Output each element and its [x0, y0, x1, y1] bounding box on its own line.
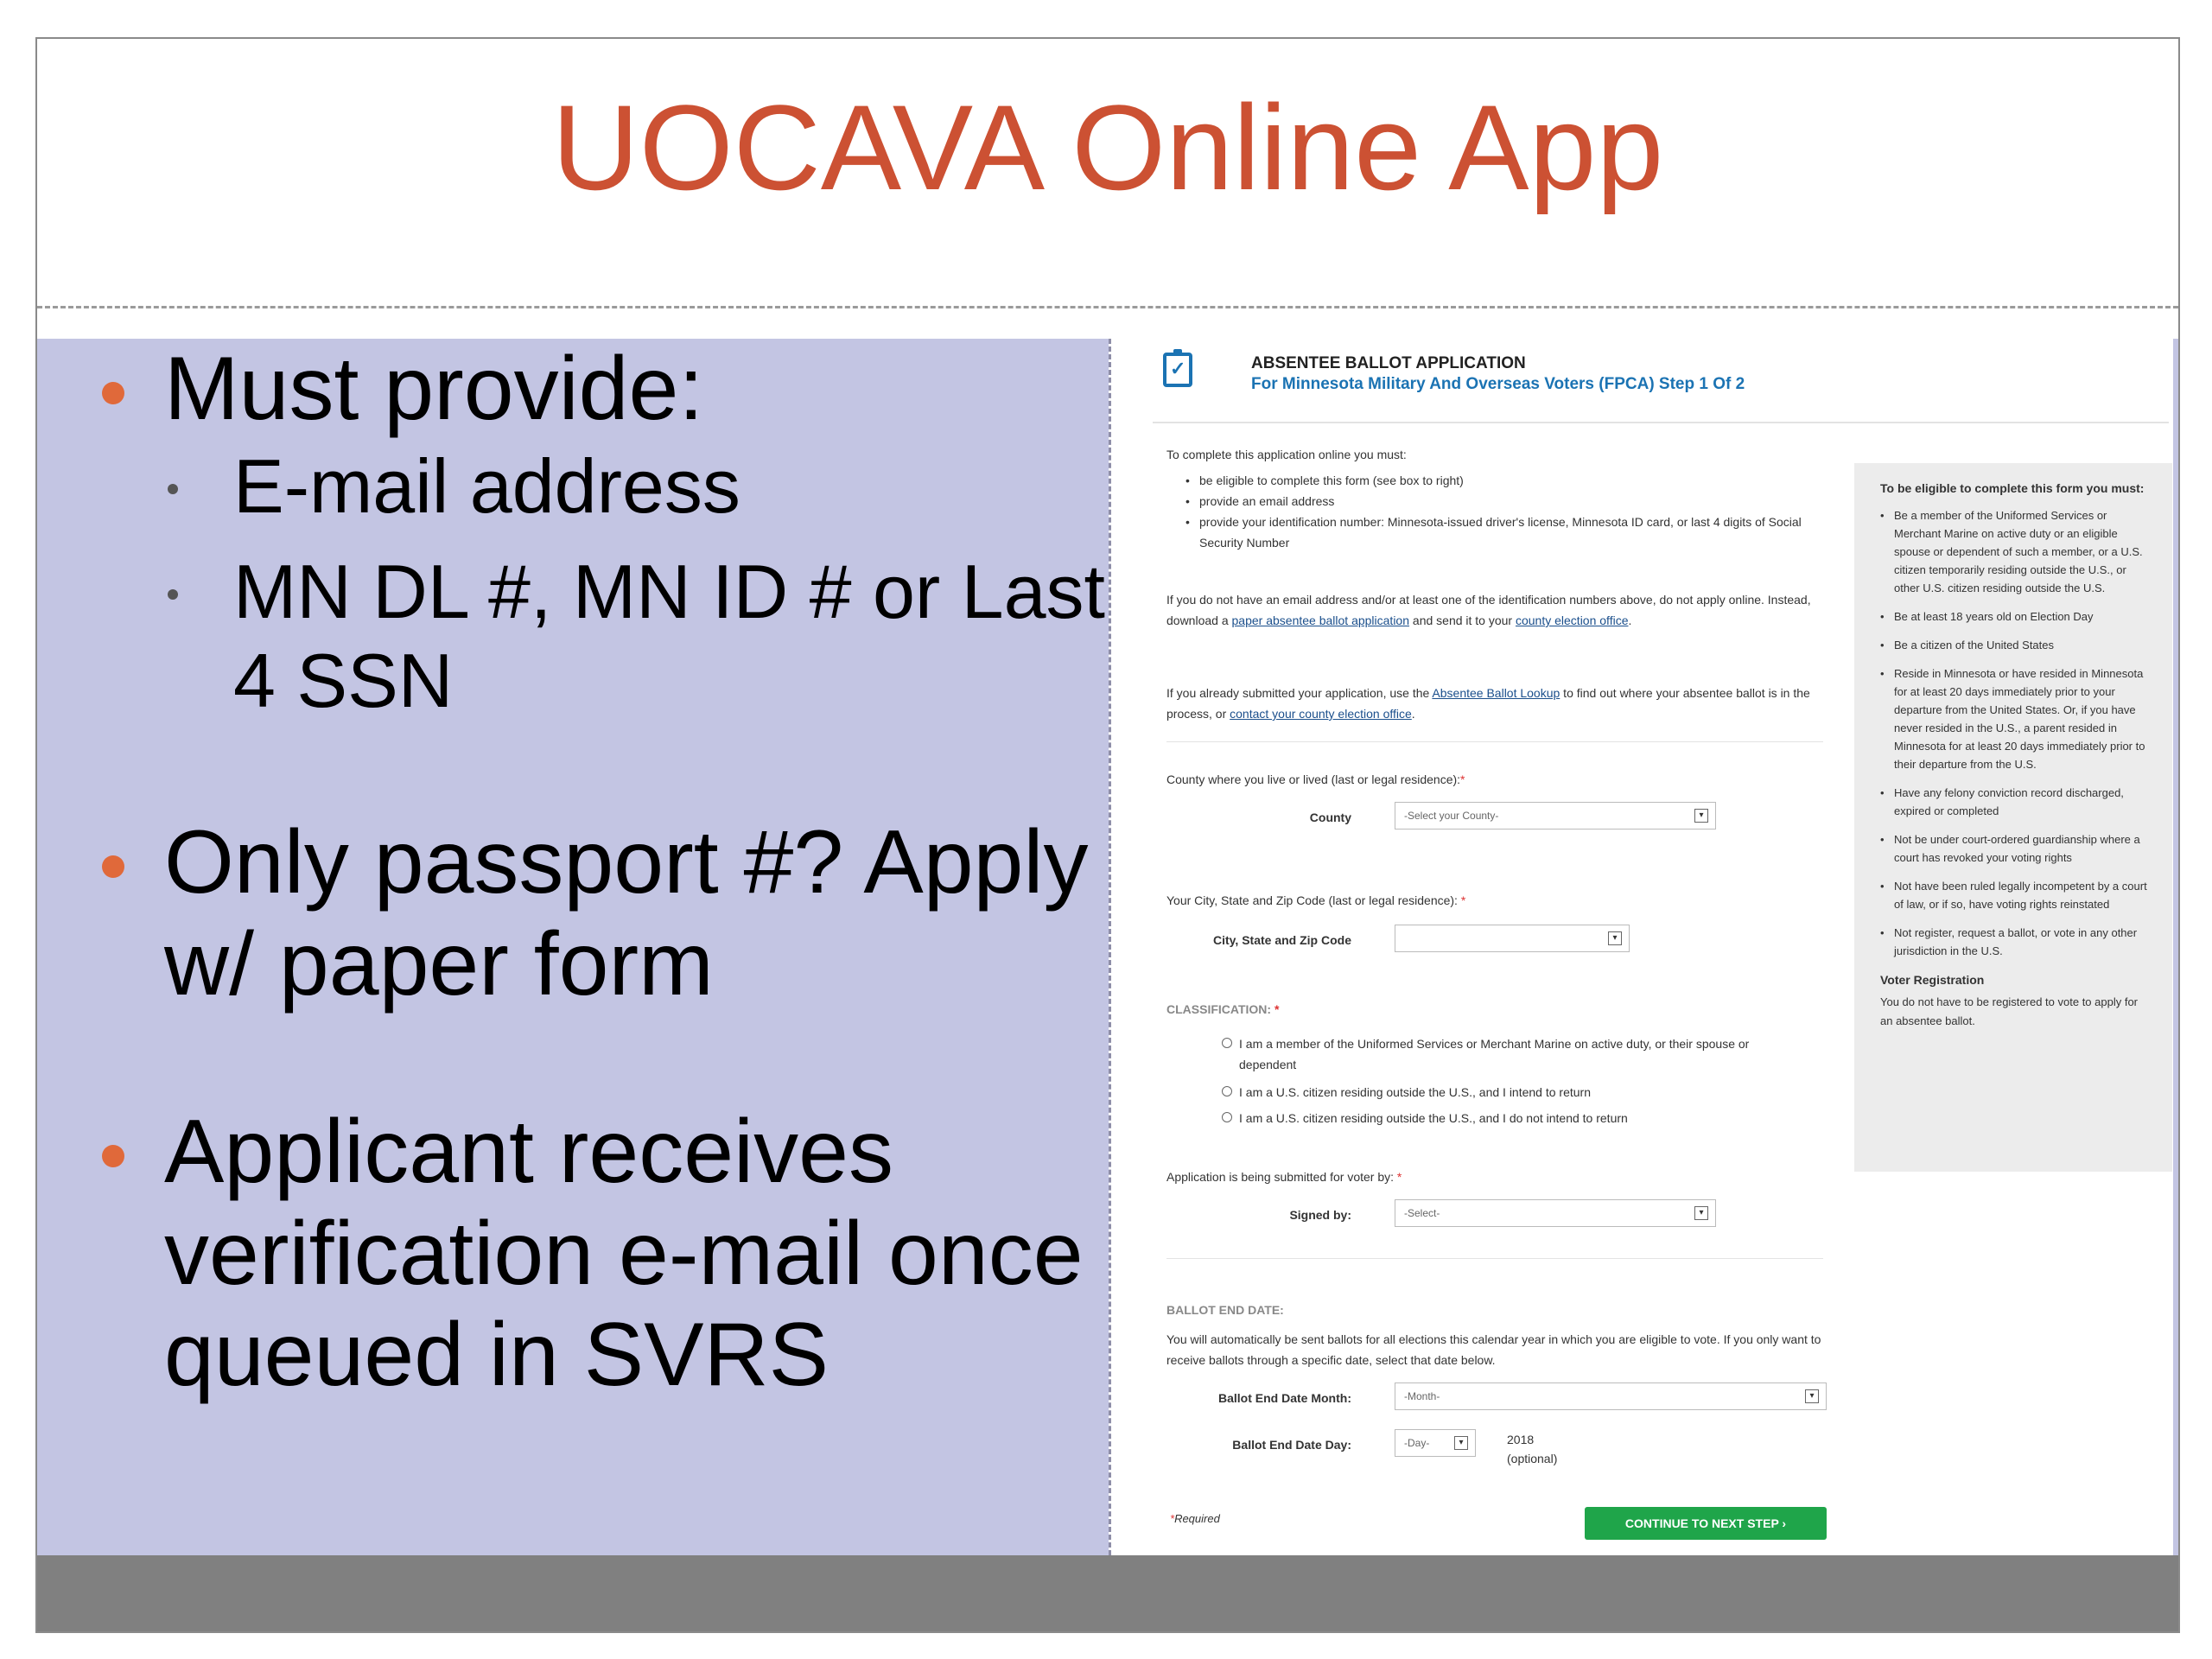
eligibility-item: • Have any felony conviction record discharged, expired or completed [1880, 784, 2152, 820]
required-note-text: Required [1174, 1512, 1220, 1525]
absentee-ballot-lookup-link[interactable]: Absentee Ballot Lookup [1432, 686, 1560, 700]
option-label: I am a member of the Uniformed Services or Merchant Marine on active duty, or their spouse or dependent [1239, 1037, 1750, 1071]
required-marker: * [1170, 1512, 1175, 1525]
select-placeholder: -Month- [1404, 1390, 1440, 1402]
chevron-down-icon: ▾ [1694, 1206, 1708, 1220]
eligibility-item: • Be a member of the Uniformed Services or Merchant Marine on active duty or an eligible spouse or dependent of such a member, or a U.S. citizen temporarily residing outside the U.S., or other U.S. citizen residing outside the U.S. [1880, 506, 2152, 597]
ballot-end-year: 2018 [1507, 1433, 1535, 1446]
note-text: and send it to your [1409, 613, 1516, 627]
section-divider [1166, 741, 1823, 742]
chevron-down-icon: ▾ [1454, 1436, 1468, 1450]
note-text: If you do not have an email address and/or at least one of the identification numbers above, do not apply online. Instead, download a [1166, 593, 1811, 627]
county-select[interactable] [1395, 802, 1716, 830]
note-text: to find out where your absentee ballot is in the process, or [1166, 686, 1810, 721]
ballot-end-month-select[interactable] [1395, 1382, 1827, 1410]
header-divider [1153, 422, 2169, 423]
radio-button[interactable] [1222, 1112, 1232, 1122]
county-election-office-link[interactable]: county election office [1515, 613, 1629, 627]
requirement-item: • provide your identification number: Minnesota-issued driver's license, Minnesota ID card, or last 4 digits of Social Security Number [1185, 512, 1808, 553]
select-placeholder: -Select your County- [1404, 810, 1499, 822]
city-state-zip-select[interactable] [1395, 925, 1630, 952]
bullet-list [95, 339, 1106, 1407]
clipboard-check-icon: ✓ [1163, 353, 1192, 387]
subbullet-text: E-mail address [233, 442, 741, 529]
city-question [1166, 893, 1465, 907]
paper-application-link[interactable]: paper absentee ballot application [1231, 613, 1410, 627]
footer-bar [37, 1555, 2178, 1631]
paper-application-note [1166, 589, 1823, 631]
city-label: City, State and Zip Code [1213, 933, 1351, 947]
ballot-end-day-label: Ballot End Date Day: [1232, 1438, 1351, 1452]
slide-title: UOCAVA Online App [551, 79, 1664, 215]
eligibility-item: • Reside in Minnesota or have resided in Minnesota for at least 20 days immediately prior to your departure from the United States. Or, if you have never resided in the U.S., a parent resided in Minnesota for at least 20 days immediately prior to their departure from the U.S. [1880, 664, 2152, 773]
question-text: Your City, State and Zip Code (last or legal residence): [1166, 893, 1458, 907]
optional-label: (optional) [1507, 1452, 1558, 1465]
classification-option[interactable] [1222, 1082, 1775, 1103]
continue-button[interactable] [1585, 1507, 1827, 1540]
ballot-end-date-description: You will automatically be sent ballots for all elections this calendar year in which you are eligible to vote. If you only want to receive ballots through a specific date, select that date below. [1166, 1332, 1821, 1367]
required-marker: * [1271, 1002, 1280, 1016]
select-placeholder: -Day- [1404, 1437, 1430, 1449]
classification-option[interactable] [1222, 1108, 1775, 1128]
chevron-down-icon: ▾ [1805, 1389, 1819, 1403]
county-question [1166, 772, 1465, 786]
section-divider [1166, 1258, 1823, 1259]
bullet-dot [102, 1145, 124, 1167]
bullet-text: Only passport #? Apply w/ paper form [164, 812, 1089, 1014]
bullet-text: Applicant receives verification e-mail once queued in SVRS [164, 1102, 1084, 1406]
eligibility-heading: To be eligible to complete this form you must: [1880, 481, 2145, 495]
bullet-item [95, 1102, 1106, 1407]
option-label: I am a U.S. citizen residing outside the U.S., and I do not intend to return [1239, 1111, 1628, 1125]
option-label: I am a U.S. citizen residing outside the U.S., and I intend to return [1239, 1085, 1591, 1099]
subbullet-item [95, 548, 1106, 726]
classification-title [1166, 1002, 1279, 1016]
continue-label: CONTINUE TO NEXT STEP [1624, 1516, 1779, 1530]
signed-by-label: Signed by: [1289, 1208, 1351, 1222]
requirement-item: • provide an email address [1185, 491, 1808, 512]
requirements-list [1185, 470, 1808, 553]
classification-option[interactable] [1222, 1033, 1775, 1075]
bullet-dot [102, 855, 124, 878]
note-text: . [1628, 613, 1632, 627]
ballot-end-date-title: BALLOT END DATE: [1166, 1303, 1284, 1317]
chevron-down-icon: ▾ [1694, 809, 1708, 823]
requirement-item: • be eligible to complete this form (see box to right) [1185, 470, 1808, 491]
chevron-right-icon: › [1782, 1516, 1787, 1530]
note-text: . [1411, 707, 1415, 721]
subbullet-dot [168, 484, 178, 494]
title-divider [37, 306, 2178, 308]
ballot-end-month-label: Ballot End Date Month: [1218, 1391, 1351, 1405]
bullet-text: Must provide: [164, 339, 704, 439]
form-title: ABSENTEE BALLOT APPLICATION [1251, 354, 1526, 372]
eligibility-item: • Be at least 18 years old on Election Day [1880, 607, 2152, 626]
intro-text: To complete this application online you must: [1166, 448, 1407, 461]
lookup-note [1166, 683, 1823, 724]
radio-button[interactable] [1222, 1038, 1232, 1048]
subbullet-dot [168, 589, 178, 600]
question-text: County where you live or lived (last or legal residence): [1166, 772, 1461, 786]
eligibility-sidebar [1854, 463, 2172, 1172]
required-marker: * [1394, 1170, 1402, 1184]
eligibility-item: • Not have been ruled legally incompetent by a court of law, or if so, have voting rights reinstated [1880, 877, 2152, 913]
required-marker: * [1460, 772, 1465, 786]
question-text: Application is being submitted for voter by: [1166, 1170, 1395, 1184]
radio-button[interactable] [1222, 1086, 1232, 1096]
county-label: County [1309, 810, 1351, 824]
form-subtitle: For Minnesota Military And Overseas Voters (FPCA) Step 1 Of 2 [1251, 375, 1745, 393]
eligibility-item: • Be a citizen of the United States [1880, 636, 2152, 654]
embedded-form-screenshot [1128, 339, 2178, 1555]
note-text: If you already submitted your application, use the [1166, 686, 1433, 700]
bullet-item [95, 812, 1106, 1015]
eligibility-list [1880, 506, 2152, 960]
subbullet-text: MN DL #, MN ID # or Last 4 SSN [233, 549, 1105, 724]
voter-registration-heading: Voter Registration [1880, 973, 1985, 987]
voter-registration-text: You do not have to be registered to vote to apply for an absentee ballot. [1880, 995, 2139, 1027]
contact-county-office-link[interactable]: contact your county election office [1230, 707, 1412, 721]
submitted-by-question [1166, 1170, 1402, 1184]
required-note [1170, 1512, 1220, 1525]
chevron-down-icon: ▾ [1608, 931, 1622, 945]
bullet-dot [102, 382, 124, 404]
ballot-end-day-select[interactable] [1395, 1429, 1476, 1457]
required-marker: * [1457, 893, 1466, 907]
panel-divider [1109, 339, 1111, 1555]
section-title-text: CLASSIFICATION: [1166, 1002, 1272, 1016]
bullet-item [95, 339, 1106, 441]
eligibility-item: • Not register, request a ballot, or vote in any other jurisdiction in the U.S. [1880, 924, 2152, 960]
signed-by-select[interactable] [1395, 1199, 1716, 1227]
select-placeholder: -Select- [1404, 1207, 1440, 1219]
subbullet-item [95, 442, 1106, 531]
eligibility-item: • Not be under court-ordered guardianship where a court has revoked your voting rights [1880, 830, 2152, 867]
